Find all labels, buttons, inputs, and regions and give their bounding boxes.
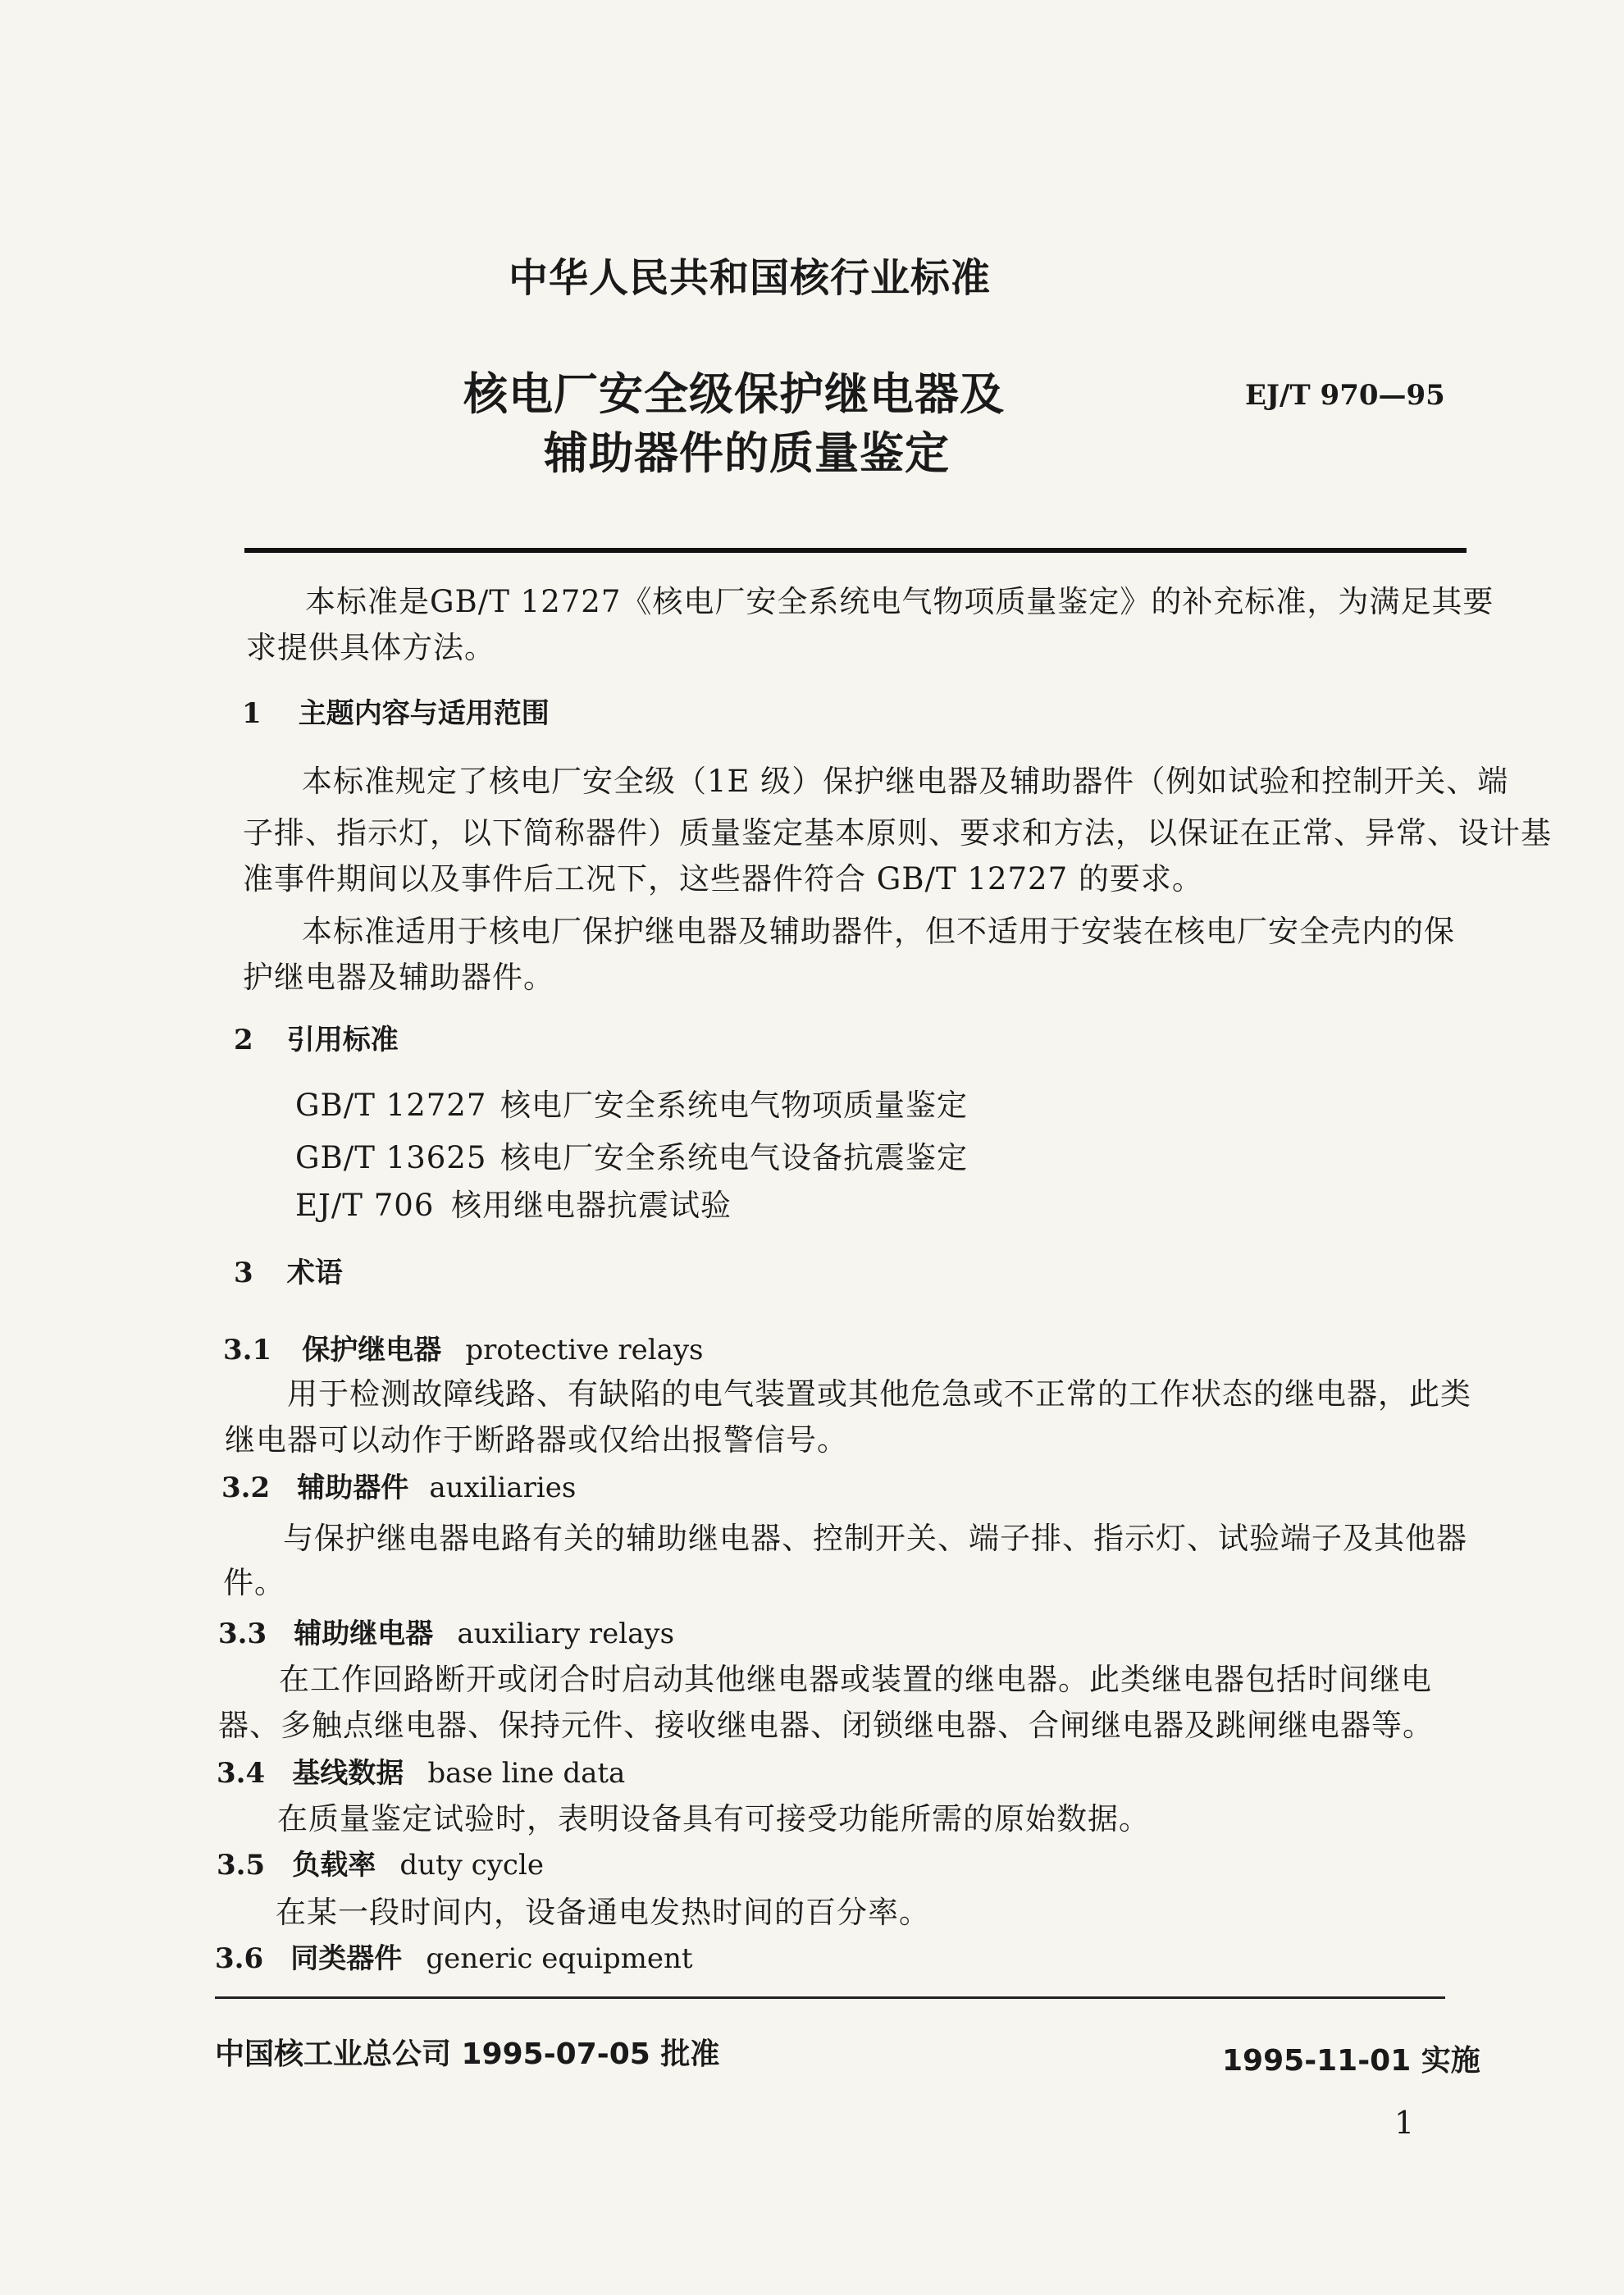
term-3-6-heading <box>215 1936 693 1976</box>
term-3-2-def-line2: 件。 <box>223 1565 285 1600</box>
footer-divider <box>215 1996 1445 1999</box>
term-en: generic equipment <box>426 1942 693 1975</box>
section-title: 引用标准 <box>286 1024 399 1056</box>
term-number: 3.3 <box>218 1617 267 1650</box>
term-zh: 辅助继电器 <box>294 1617 434 1650</box>
term-en: base line data <box>427 1757 626 1790</box>
reference-code: EJ/T 706 <box>295 1188 435 1223</box>
term-3-1-def-line2: 继电器可以动作于断路器或仅给出报警信号。 <box>225 1422 848 1458</box>
reference-title: 核电厂安全系统电气设备抗震鉴定 <box>500 1140 968 1175</box>
term-3-2-heading <box>221 1465 576 1505</box>
term-zh: 辅助器件 <box>297 1471 409 1504</box>
term-3-3-def-line1: 在工作回路断开或闭合时启动其他继电器或装置的继电器。此类继电器包括时间继电 <box>279 1662 1432 1697</box>
reference-title: 核电厂安全系统电气物项质量鉴定 <box>500 1088 968 1123</box>
intro-line-2: 求提供具体方法。 <box>246 630 495 665</box>
section-1-p1-line3: 准事件期间以及事件后工况下，这些器件符合 GB/T 12727 的要求。 <box>243 861 1203 897</box>
term-3-2-def-line1: 与保护继电器电路有关的辅助继电器、控制开关、端子排、指示灯、试验端子及其他器 <box>283 1521 1467 1556</box>
term-3-4-def-line1: 在质量鉴定试验时，表明设备具有可接受功能所需的原始数据。 <box>277 1801 1150 1836</box>
term-zh: 同类器件 <box>290 1942 403 1975</box>
term-number: 3.2 <box>221 1471 271 1504</box>
section-1-p1-line2: 子排、指示灯，以下简称器件）质量鉴定基本原则、要求和方法，以保证在正常、异常、设计基 <box>243 815 1552 851</box>
document-title-line2: 辅助器件的质量鉴定 <box>544 427 950 479</box>
term-zh: 负载率 <box>292 1849 376 1882</box>
standard-code: EJ/T 970—95 <box>1245 379 1445 412</box>
section-1-p2-line1: 本标准适用于核电厂保护继电器及辅助器件，但不适用于安装在核电厂安全壳内的保 <box>302 914 1455 949</box>
term-en: auxiliaries <box>429 1471 577 1504</box>
document-title-line1: 核电厂安全级保护继电器及 <box>463 368 1005 420</box>
term-number: 3.4 <box>217 1757 266 1790</box>
term-number: 3.6 <box>215 1942 264 1975</box>
section-1-heading <box>242 691 550 731</box>
section-title: 主题内容与适用范围 <box>298 697 550 730</box>
term-zh: 基线数据 <box>292 1757 404 1790</box>
term-3-5-heading <box>217 1842 544 1882</box>
term-3-5-def-line1: 在某一段时间内，设备通电发热时间的百分率。 <box>276 1895 930 1930</box>
org-standard-heading: 中华人民共和国核行业标准 <box>509 255 992 301</box>
reference-item <box>295 1083 968 1129</box>
reference-code: GB/T 13625 <box>295 1140 487 1175</box>
reference-item <box>295 1183 732 1229</box>
term-3-3-heading <box>218 1611 674 1651</box>
section-2-heading <box>234 1017 399 1057</box>
term-en: protective relays <box>465 1334 704 1367</box>
section-number: 2 <box>234 1024 253 1056</box>
header-divider <box>244 548 1467 553</box>
section-3-heading <box>234 1250 343 1290</box>
term-3-4-heading <box>217 1750 625 1791</box>
reference-title: 核用继电器抗震试验 <box>451 1188 732 1223</box>
term-3-3-def-line2: 器、多触点继电器、保持元件、接收继电器、闭锁继电器、合闸继电器及跳闸继电器等。 <box>218 1708 1434 1743</box>
section-number: 3 <box>234 1257 253 1289</box>
term-en: auxiliary relays <box>457 1617 675 1650</box>
term-number: 3.1 <box>223 1334 272 1367</box>
section-1-p2-line2: 护继电器及辅助器件。 <box>243 960 554 995</box>
section-1-p1-line1: 本标准规定了核电厂安全级（1E 级）保护继电器及辅助器件（例如试验和控制开关、端 <box>302 764 1509 799</box>
term-zh: 保护继电器 <box>302 1334 442 1367</box>
approval-statement: 中国核工业总公司 1995-07-05 批准 <box>215 2037 720 2071</box>
term-number: 3.5 <box>217 1849 266 1882</box>
section-title: 术语 <box>286 1257 343 1289</box>
term-3-1-def-line1: 用于检测故障线路、有缺陷的电气装置或其他危急或不正常的工作状态的继电器，此类 <box>287 1376 1471 1412</box>
reference-item <box>295 1135 968 1181</box>
intro-line-1: 本标准是GB/T 12727《核电厂安全系统电气物项质量鉴定》的补充标准，为满足其要 <box>305 584 1494 619</box>
page-number: 1 <box>1394 2105 1415 2141</box>
term-3-1-heading <box>223 1327 704 1367</box>
effective-date: 1995-11-01 实施 <box>1222 2044 1480 2078</box>
reference-code: GB/T 12727 <box>295 1088 487 1123</box>
section-number: 1 <box>242 697 262 730</box>
term-en: duty cycle <box>399 1849 544 1882</box>
